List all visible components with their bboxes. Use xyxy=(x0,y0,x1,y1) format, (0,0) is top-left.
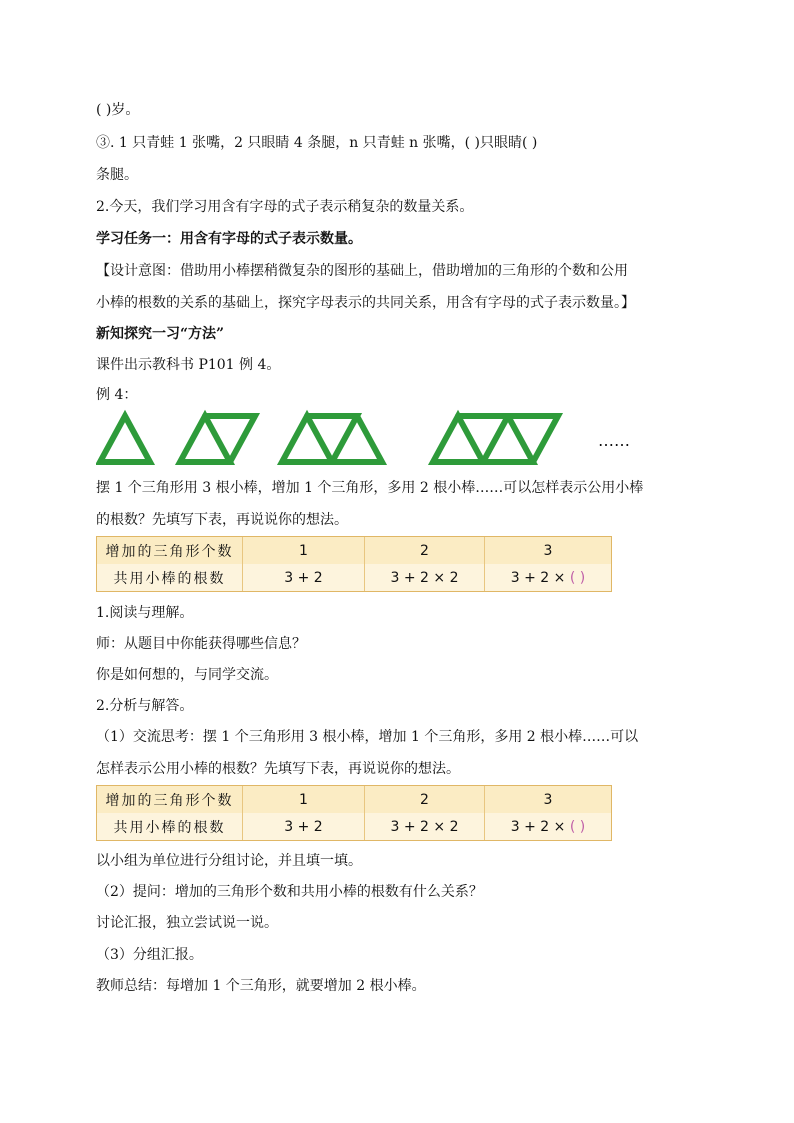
section-heading: 新知探究一习“方法” xyxy=(96,326,225,342)
table-cell: 2 xyxy=(365,537,485,564)
table-header-cell: 共用小棒的根数 xyxy=(97,564,243,591)
text-line: 例 4： xyxy=(96,387,138,403)
table-cell: 3 + 2 × 2 xyxy=(365,813,485,840)
data-table xyxy=(96,536,612,592)
table-row xyxy=(97,813,611,840)
text-line: 你是如何想的，与同学交流。 xyxy=(96,667,278,683)
text-line: 怎样表示公用小棒的根数？先填写下表，再说说你的想法。 xyxy=(96,761,460,777)
expression-text: 3 + 2 × xyxy=(510,569,566,586)
text-line: 小棒的根数的关系的基础上，探究字母表示的共同关系，用含有字母的式子表示数量。】 xyxy=(96,295,635,311)
table-row xyxy=(97,564,611,591)
table-header-cell: 共用小棒的根数 xyxy=(97,813,243,840)
table-cell: 3 + 2 × 2 xyxy=(365,564,485,591)
text-line: 以小组为单位进行分组讨论，并且填一填。 xyxy=(96,853,362,869)
table-cell xyxy=(485,813,611,840)
table-cell xyxy=(485,564,611,591)
text-line: （1）交流思考：摆 1 个三角形用 3 根小棒，增加 1 个三角形，多用 2 根小棒……可以 xyxy=(96,729,639,745)
text-line: ( )岁。 xyxy=(96,102,140,118)
table-cell: 1 xyxy=(243,786,365,813)
text-line: 讨论汇报，独立尝试说一说。 xyxy=(96,915,278,931)
data-table xyxy=(96,785,612,841)
table-cell: 1 xyxy=(243,537,365,564)
text-line: （2）提问：增加的三角形个数和共用小棒的根数有什么关系？ xyxy=(96,884,483,900)
text-line: 师：从题目中你能获得哪些信息？ xyxy=(96,636,306,652)
table-cell: 3 + 2 xyxy=(243,564,365,591)
section-heading: 学习任务一：用含有字母的式子表示数量。 xyxy=(96,231,362,247)
text-line: 【设计意图：借助用小棒摆稍微复杂的图形的基础上，借助增加的三角形的个数和公用 xyxy=(96,263,628,279)
table-row xyxy=(97,537,611,565)
table-cell: 3 + 2 xyxy=(243,813,365,840)
table-header-cell: 增加的三角形个数 xyxy=(97,786,243,813)
triangle-sticks-figure xyxy=(96,408,666,468)
table-cell: 3 xyxy=(543,542,553,559)
text-line: 2.今天，我们学习用含有字母的式子表示稍复杂的数量关系。 xyxy=(96,199,474,215)
text-line: 教师总结：每增加 1 个三角形，就要增加 2 根小棒。 xyxy=(96,978,426,994)
text-line: 条腿。 xyxy=(96,167,138,183)
answer-blank: ( ) xyxy=(569,818,586,835)
text-line: 1.阅读与理解。 xyxy=(96,605,194,621)
table-cell: 2 xyxy=(365,786,485,813)
ellipsis: …… xyxy=(598,431,630,450)
text-line: 的根数？先填写下表，再说说你的想法。 xyxy=(96,512,348,528)
expression-text: 3 + 2 × xyxy=(510,818,566,835)
text-line: （3）分组汇报。 xyxy=(96,947,203,963)
text-line: 课件出示教科书 P101 例 4。 xyxy=(96,357,281,373)
table-cell: 3 xyxy=(543,791,553,808)
table-header-cell: 增加的三角形个数 xyxy=(97,537,243,564)
answer-blank: ( ) xyxy=(569,569,586,586)
text-line: 2.分析与解答。 xyxy=(96,698,194,714)
text-line: ③. 1 只青蛙 1 张嘴，2 只眼睛 4 条腿，n 只青蛙 n 张嘴，( )只眼睛( ) xyxy=(96,135,538,151)
text-line: 摆 1 个三角形用 3 根小棒，增加 1 个三角形，多用 2 根小棒……可以怎样表示公用小棒 xyxy=(96,480,644,496)
table-row xyxy=(97,786,611,814)
